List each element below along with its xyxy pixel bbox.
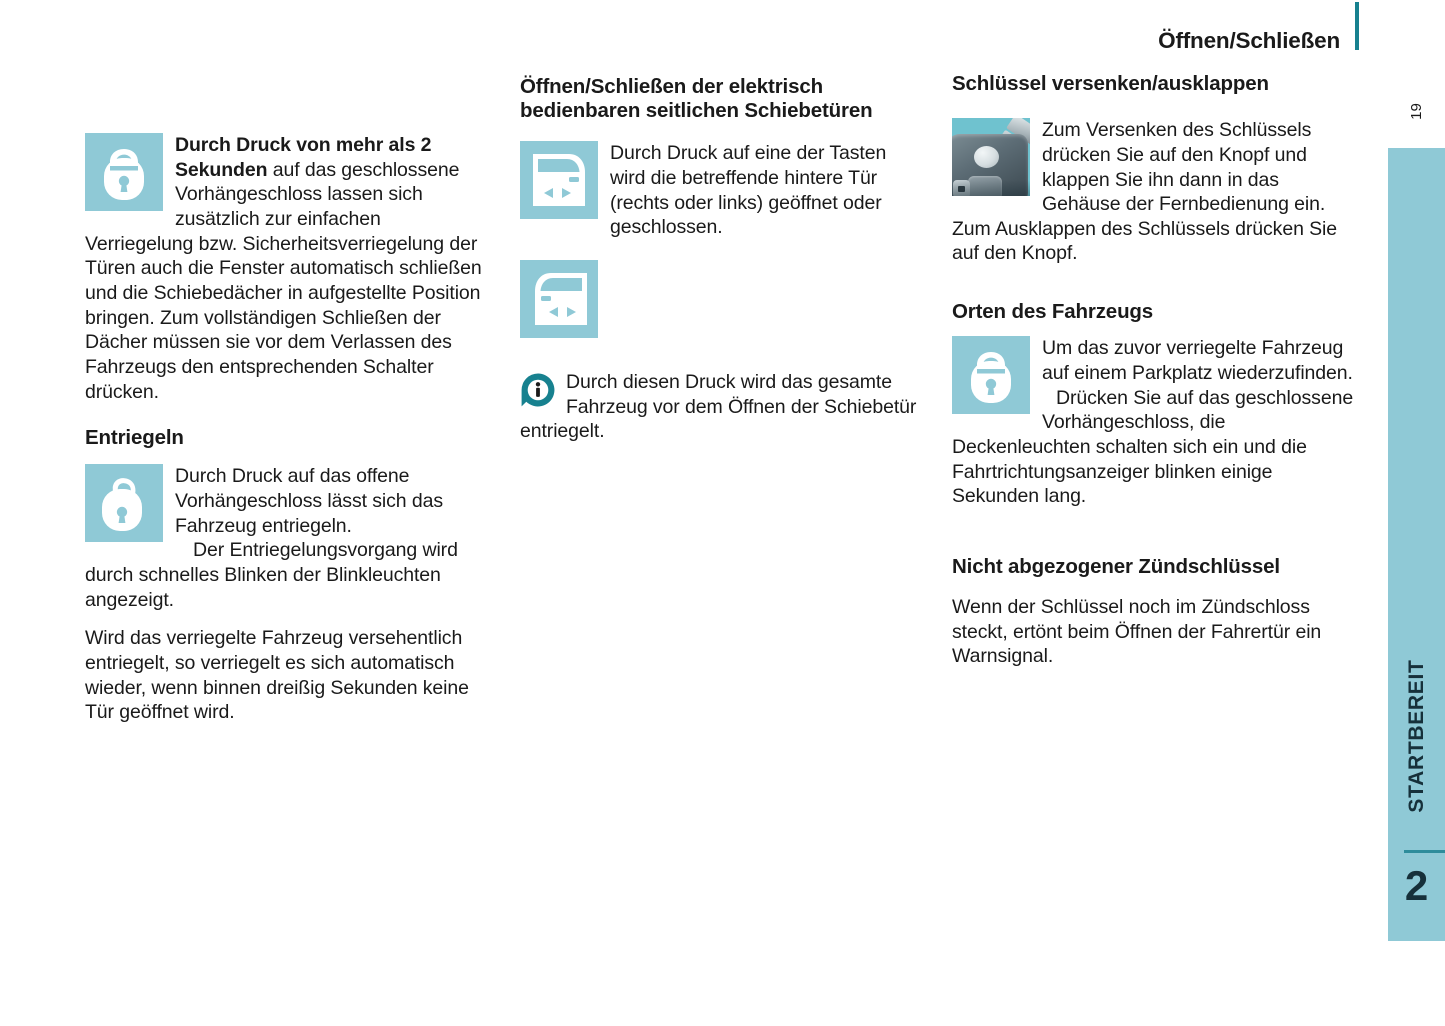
heading-entriegeln: Entriegeln (85, 426, 184, 450)
mid-note-text: Durch diesen Druck wird das gesamte Fahrzeug vor dem Öffnen der Schiebetür entriegelt. (520, 371, 917, 443)
right-block-key (952, 118, 1360, 266)
padlock-open-icon (85, 464, 163, 542)
mid-note-block (520, 370, 920, 444)
sliding-door-right-glyph (529, 150, 591, 210)
mid-block-doors (520, 141, 920, 240)
right-locate-paragraph-1: Um das zuvor verriegelte Fahrzeug auf einem Parkplatz wiederzufinden. (1042, 337, 1353, 384)
heading-sliding-doors: Öffnen/Schließen der elektrisch bedienbaren seitlichen Schiebetüren (520, 75, 873, 123)
right-key-paragraph-1: Zum Versenken des Schlüssels drücken Sie auf den Knopf und klappen Sie ihn dann in das Gehäuse der Fernbedienung ein. (1042, 119, 1326, 216)
right-ignition-paragraph: Wenn der Schlüssel noch im Zündschloss steckt, ertönt beim Öffnen der Fahrertür ein Warnsignal. (952, 596, 1322, 668)
padlock-closed-glyph (101, 144, 147, 200)
key-remote-photo (952, 118, 1030, 196)
side-tab-divider (1404, 850, 1445, 853)
page-header-title: Öffnen/Schließen (1158, 28, 1340, 53)
heading-locate-vehicle: Orten des Fahrzeugs (952, 300, 1154, 324)
right-block-locate (952, 336, 1360, 509)
left-locking-bold-lead: Durch Druck von mehr als 2 Sekunden (175, 134, 432, 181)
heading-key-left-in-ignition: Nicht abgezogener Zündschlüssel (952, 554, 1280, 578)
page-number (1388, 103, 1445, 120)
header-accent-rule (1355, 2, 1359, 50)
left-locking-text: auf das geschlossene Vorhängeschloss lassen sich zusätzlich zur einfachen Verriegelung bzw. Sicherheitsverriegelung der Türen auch die Fenster automatisch schließen und die Schiebedächer in aufgestellte Position bringen. Zum vollständigen Schließen der Dächer müssen sie vor dem Verlassen des Fahrzeugs den entsprechenden Schalter drücken. (85, 158, 482, 403)
left-unlocking-paragraph-1: Durch Druck auf das offene Vorhängeschloss lässt sich das Fahrzeug entriegeln. (175, 465, 443, 537)
info-icon (520, 372, 556, 413)
left-column (85, 133, 490, 725)
heading-key-fold: Schlüssel versenken/ausklappen (952, 72, 1269, 95)
sliding-door-left-glyph (529, 269, 591, 329)
padlock-open-glyph (99, 475, 149, 531)
left-unlocking-paragraph-3: Wird das verriegelte Fahrzeug versehentlich entriegelt, so verriegelt es sich automatisch wieder, wenn binnen dreißig Sekunden keine Tür geöffnet wird. (85, 627, 469, 724)
left-block-unlocking (85, 464, 490, 612)
key-photo-shadow (952, 180, 1030, 196)
info-icon-glyph (520, 372, 556, 408)
mid-doors-paragraph: Durch Druck auf eine der Tasten wird die betreffende hintere Tür (rechts oder links) geöffnet oder geschlossen. (610, 142, 887, 239)
left-unlocking-paragraph-2: Der Entriegelungsvorgang wird durch schnelles Blinken der Blinkleuchten angezeigt. (85, 539, 458, 611)
padlock-closed-icon (952, 336, 1030, 414)
right-column (952, 72, 1360, 669)
right-locate-paragraph-2: Drücken Sie auf das geschlossene Vorhängeschloss, die Deckenleuchten schalten sich ein und die Fahrtrichtungsanzeiger blinken einige Sekunden lang. (952, 386, 1354, 508)
middle-column (520, 75, 920, 444)
sliding-door-left-icon (520, 260, 920, 338)
page-number-text: 19 (1408, 103, 1425, 120)
right-key-paragraph-2: Zum Ausklappen des Schlüssels drücken Sie auf den Knopf. (952, 217, 1338, 265)
left-block-locking (85, 133, 490, 404)
chapter-side-tab (1388, 148, 1445, 941)
chapter-name-label: STARTBEREIT (1404, 659, 1428, 813)
chapter-number: 2 (1404, 862, 1429, 909)
padlock-closed-icon (85, 133, 163, 211)
padlock-closed-glyph (968, 347, 1014, 403)
sliding-door-right-icon (520, 141, 598, 219)
